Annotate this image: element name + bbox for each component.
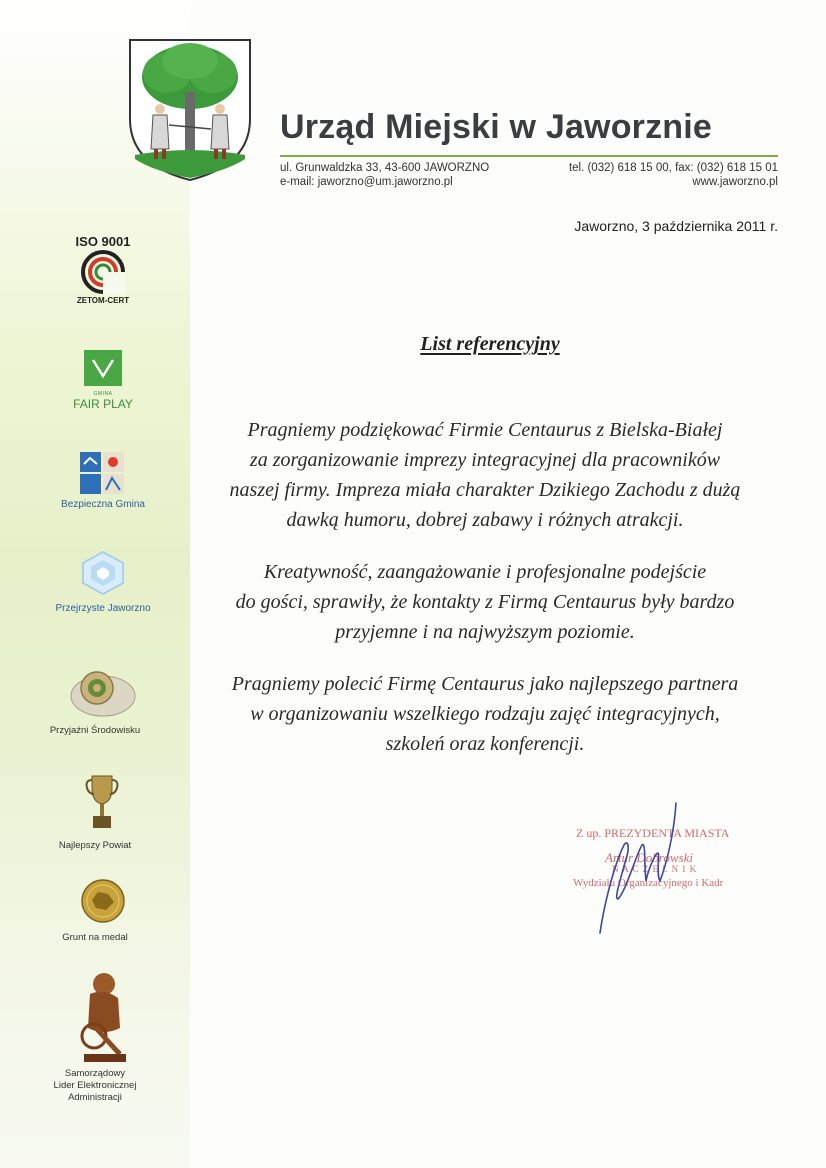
paragraph-line: szkoleń oraz konferencji. [385,733,585,755]
stamp-line-1: Z up. PREZYDENTA MIASTA [576,826,730,840]
e-admin-caption [0,1068,190,1104]
e-admin-caption-line: Lider Elektronicznej [53,1080,137,1091]
stamp-line-2: Artur Dobrowski [605,850,693,865]
paragraph-2 [205,557,765,647]
stamp-line-4: Wydziału Organizacyjnego i Kadr [573,877,724,889]
stamp-line-3: N A C Z E L N I K [612,864,698,874]
transparent-crystal-icon [80,550,126,596]
fair-play-caption-small: GMINA [93,391,113,397]
paragraph-line: Pragniemy polecić Firmę Centaurus jako najlepszego partnera [231,673,739,695]
iso-certifier: ZETOM-CERT [76,296,130,305]
office-name: Urząd Miejski w Jaworznie [280,108,713,146]
safe-commune-caption: Bezpieczna Gmina [61,499,145,510]
letter-title: List referencyjny [420,333,560,355]
soil-medal-caption: Grunt na medal [62,932,128,943]
paragraph-line: za zorganizowanie imprezy integracyjnej dla pracowników [249,449,721,471]
fair-play-caption: FAIR PLAY [73,397,133,411]
letter-date: Jaworzno, 3 października 2011 r. [574,218,778,234]
paragraph-line: naszej firmy. Impreza miała charakter Dzikiego Zachodu z dużą [229,479,741,501]
e-admin-caption-line: Samorządowy [64,1068,126,1079]
eco-award-caption: Przyjaźni Środowisku [49,725,141,736]
e-admin-caption-line: Administracji [68,1092,122,1103]
phone-fax-line: tel. (032) 618 15 00, fax: (032) 618 15 01 [568,162,778,174]
email-line: e-mail: jaworzno@um.jaworzno.pl [280,176,453,188]
paragraph-line: w organizowaniu wszelkiego rodzaju zajęć integracyjnych, [250,703,720,725]
paragraph-line: Kreatywność, zaangażowanie i profesjonalne podejście [263,561,707,583]
paragraph-line: przyjemne i na najwyższym poziomie. [335,621,635,643]
trophy-icon [84,772,120,832]
coat-of-arms-icon [127,37,253,183]
paragraph-line: Pragniemy podziękować Firmie Centaurus z Bielska-Białej [247,419,723,441]
header-divider [280,155,778,157]
best-county-caption: Najlepszy Powiat [58,840,132,851]
paragraph-line: do gości, sprawiły, że kontakty z Firmą Centaurus były bardzo [235,591,735,613]
iso-title: ISO 9001 [75,234,131,249]
safe-commune-icon [80,452,124,494]
signature-icon [590,795,690,940]
transparent-caption: Przejrzyste Jaworzno [55,603,151,614]
paragraph-3 [205,669,765,759]
paragraph-line: dawką humoru, dobrej zabawy i różnych atrakcji. [286,509,684,531]
medal-icon [80,878,126,924]
statue-award-icon [76,970,132,1062]
fair-play-icon [84,350,122,386]
paragraph-1 [205,415,765,535]
address-line: ul. Grunwaldzka 33, 43-600 JAWORZNO [280,162,490,174]
iso-certificate-icon [80,249,126,295]
website-line: www.jaworzno.pl [692,176,778,188]
eco-award-icon [67,662,139,720]
